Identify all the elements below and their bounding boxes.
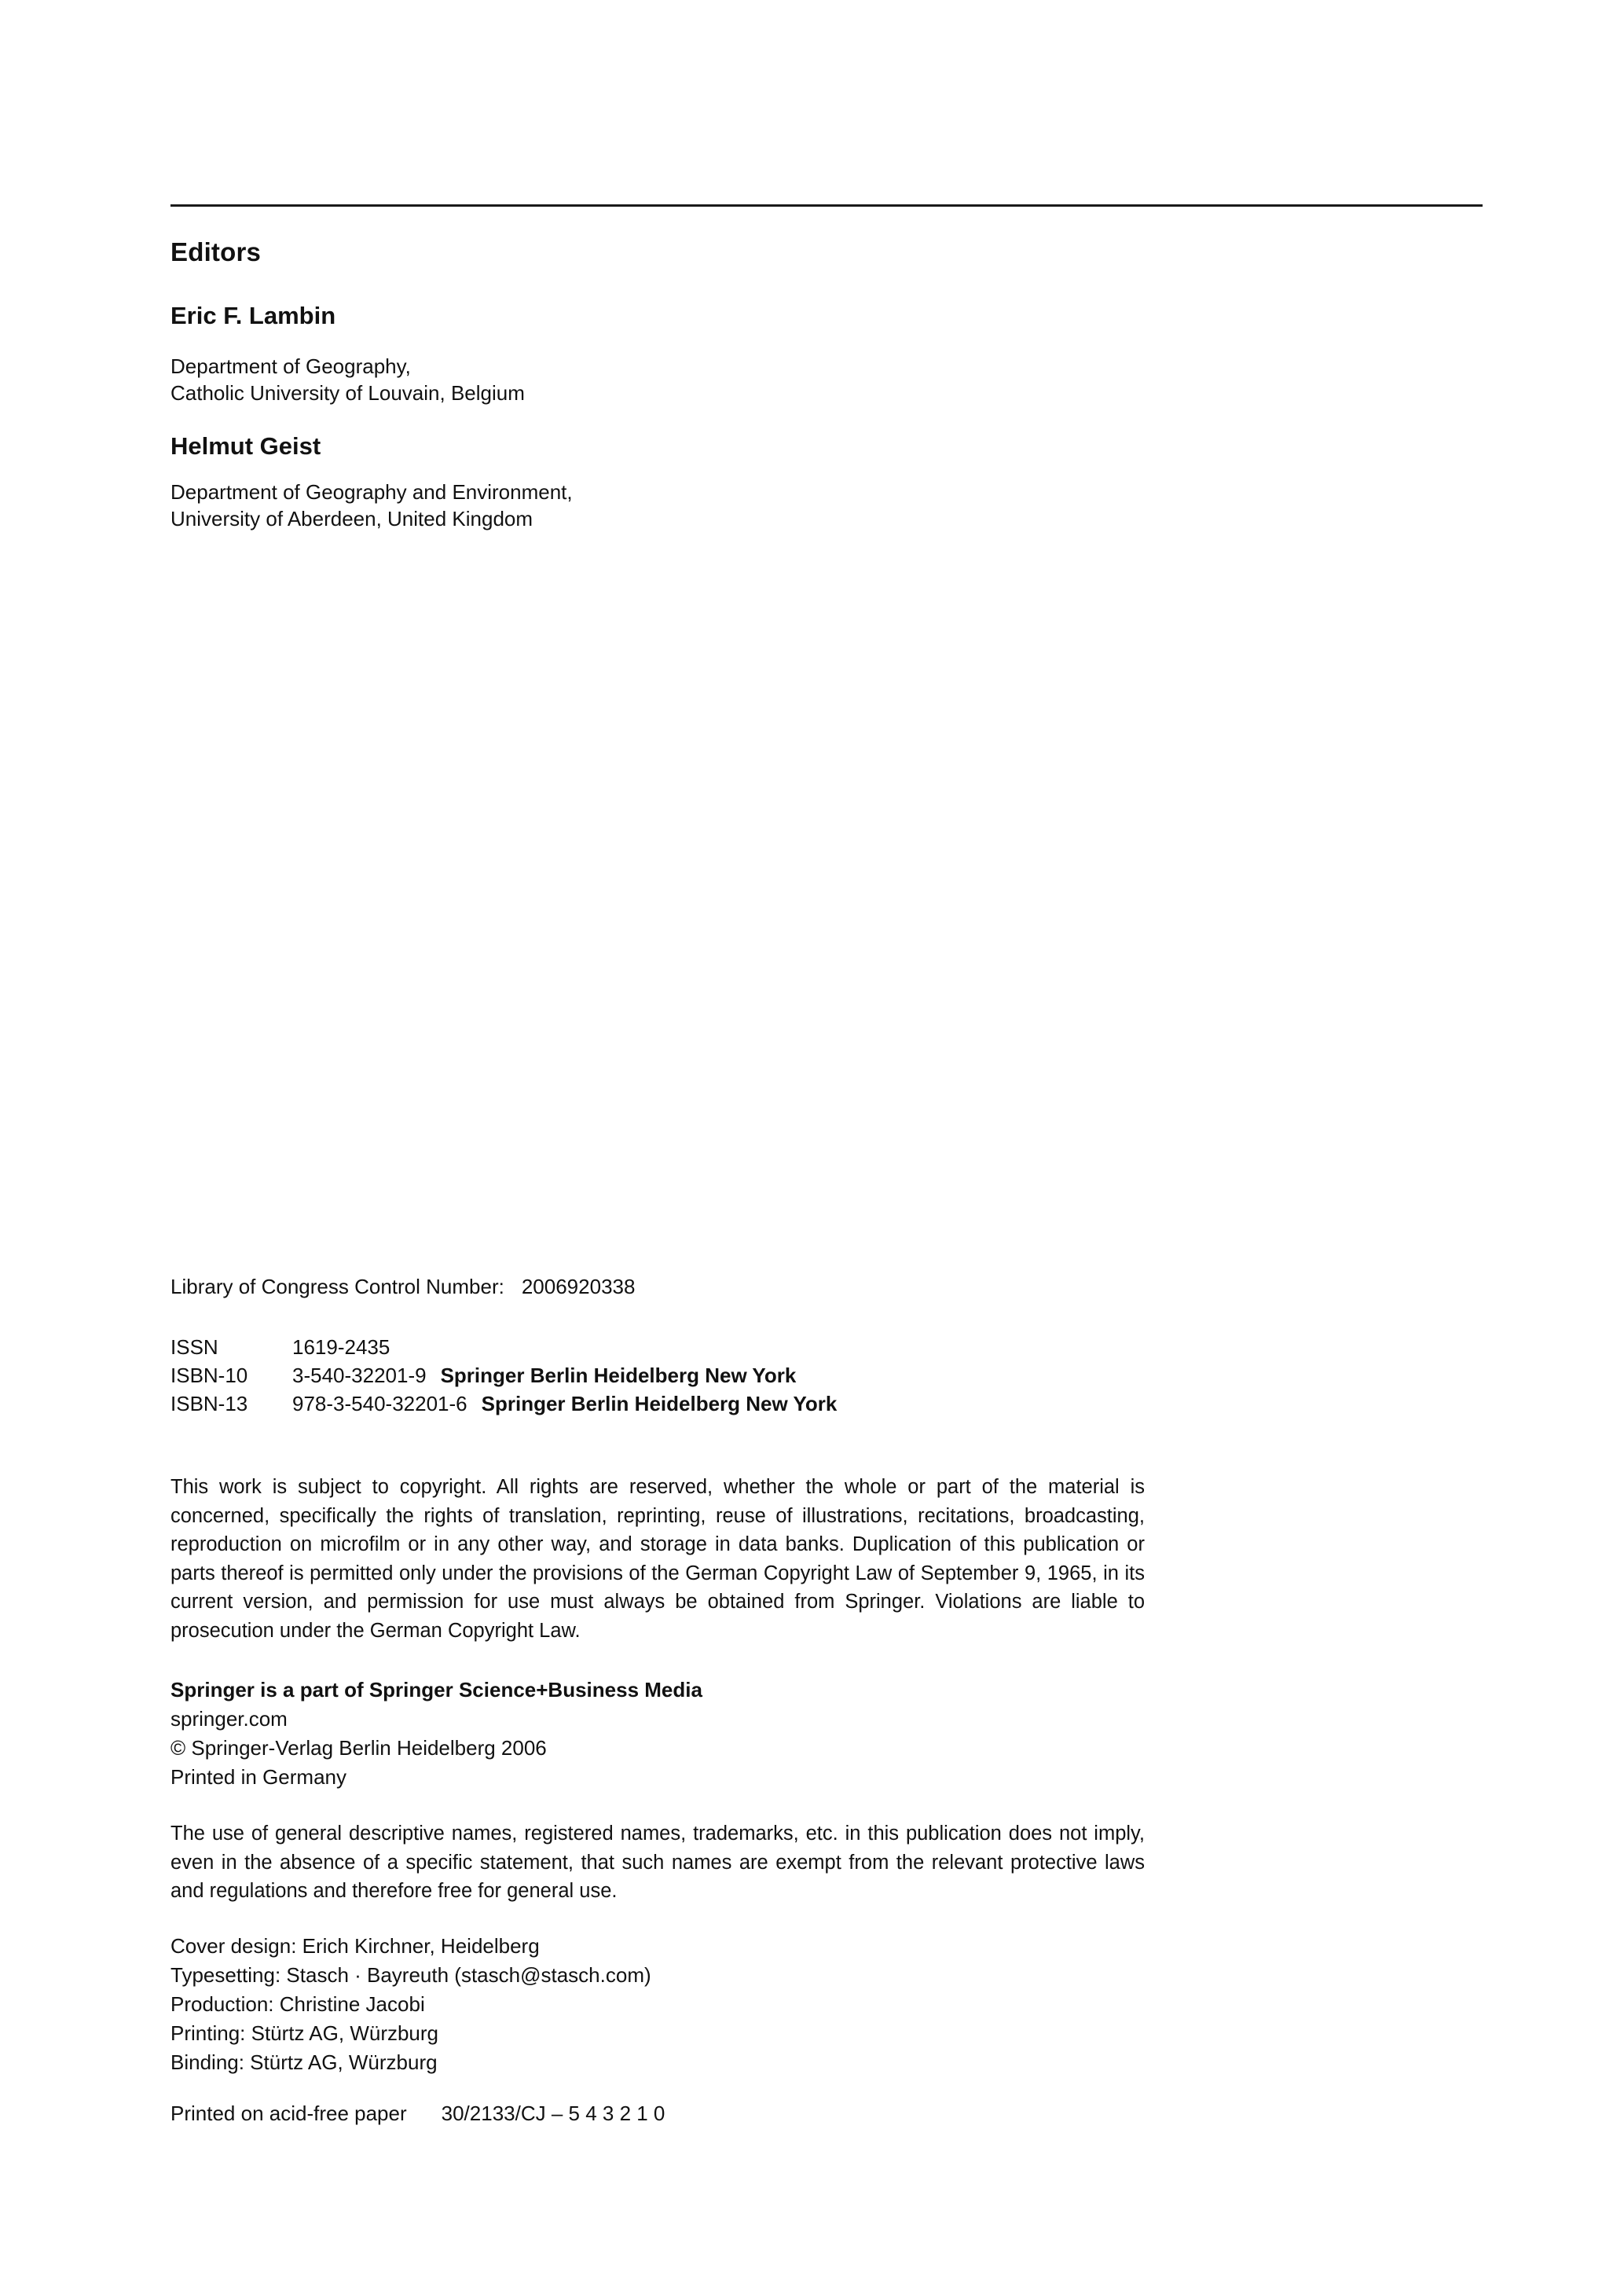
editor-name-2: Helmut Geist (170, 432, 321, 460)
credit-line: Production: Christine Jacobi (170, 1992, 425, 2016)
trademark-notice: The use of general descriptive names, registered names, trademarks, etc. in this publication does not imply, even in the absence of a specific statement, that such names are exempt from the relevant protective laws and regulations and therefore free for general use. (170, 1823, 1145, 1902)
lccn-value: 2006920338 (521, 1275, 636, 1298)
identifier-label: ISBN-10 (170, 1364, 248, 1387)
credit-line: Typesetting: Stasch · Bayreuth (stasch@stasch.com) (170, 1963, 651, 1987)
lccn-label: Library of Congress Control Number: (170, 1275, 504, 1298)
copyright-line: © Springer-Verlag Berlin Heidelberg 2006 (170, 1736, 547, 1760)
copyright-notice: This work is subject to copyright. All rights are reserved, whether the whole or part of the material is concerned, specifically the rights of translation, reprinting, reuse of illustrations, recitations, broadcasting, reproduction on microfilm or in any other way, and storage in data banks. Duplication of this publication or parts thereof is permitted only under the provisions of the German Copyright Law of September 9, 1965, in its current version, and permission for use must always be obtained from Springer. Violations are liable to prosecution under the German Copyright Law. (170, 1476, 1145, 1642)
identifier-value: 978-3-540-32201-6 (292, 1392, 467, 1415)
identifier-table (170, 1333, 837, 1418)
credit-line: Cover design: Erich Kirchner, Heidelberg (170, 1934, 540, 1958)
editor-affiliation-2 (170, 479, 573, 532)
identifier-row-isbn10 (170, 1361, 837, 1389)
printed-on-line (170, 2102, 665, 2126)
identifier-row-issn (170, 1333, 837, 1361)
editor-affiliation-1 (170, 353, 525, 406)
affiliation-line: Department of Geography and Environment, (170, 480, 573, 504)
publisher-block (170, 1676, 702, 1792)
affiliation-line: Catholic University of Louvain, Belgium (170, 381, 525, 405)
credit-line: Printing: Stürtz AG, Würzburg (170, 2021, 439, 2045)
identifier-publisher: Springer Berlin Heidelberg New York (440, 1364, 797, 1387)
identifier-label: ISBN-13 (170, 1392, 248, 1415)
identifier-value: 1619-2435 (292, 1335, 390, 1359)
editors-heading: Editors (170, 237, 262, 266)
credit-line: Binding: Stürtz AG, Würzburg (170, 2050, 438, 2074)
affiliation-line: University of Aberdeen, United Kingdom (170, 507, 533, 530)
top-rule (170, 204, 1483, 207)
publisher-website: springer.com (170, 1707, 288, 1731)
identifier-publisher: Springer Berlin Heidelberg New York (481, 1392, 838, 1415)
credits-block (170, 1932, 651, 2077)
print-code: 30/2133/CJ – 5 4 3 2 1 0 (441, 2102, 665, 2125)
printed-country: Printed in Germany (170, 1765, 346, 1789)
identifier-label: ISSN (170, 1335, 218, 1359)
publisher-statement: Springer is a part of Springer Science+Business Media (170, 1678, 702, 1701)
paper-note: Printed on acid-free paper (170, 2102, 407, 2125)
identifier-value: 3-540-32201-9 (292, 1364, 427, 1387)
lccn-line (170, 1275, 635, 1299)
affiliation-line: Department of Geography, (170, 354, 411, 378)
identifier-row-isbn13 (170, 1389, 837, 1418)
editor-name-1: Eric F. Lambin (170, 302, 336, 329)
